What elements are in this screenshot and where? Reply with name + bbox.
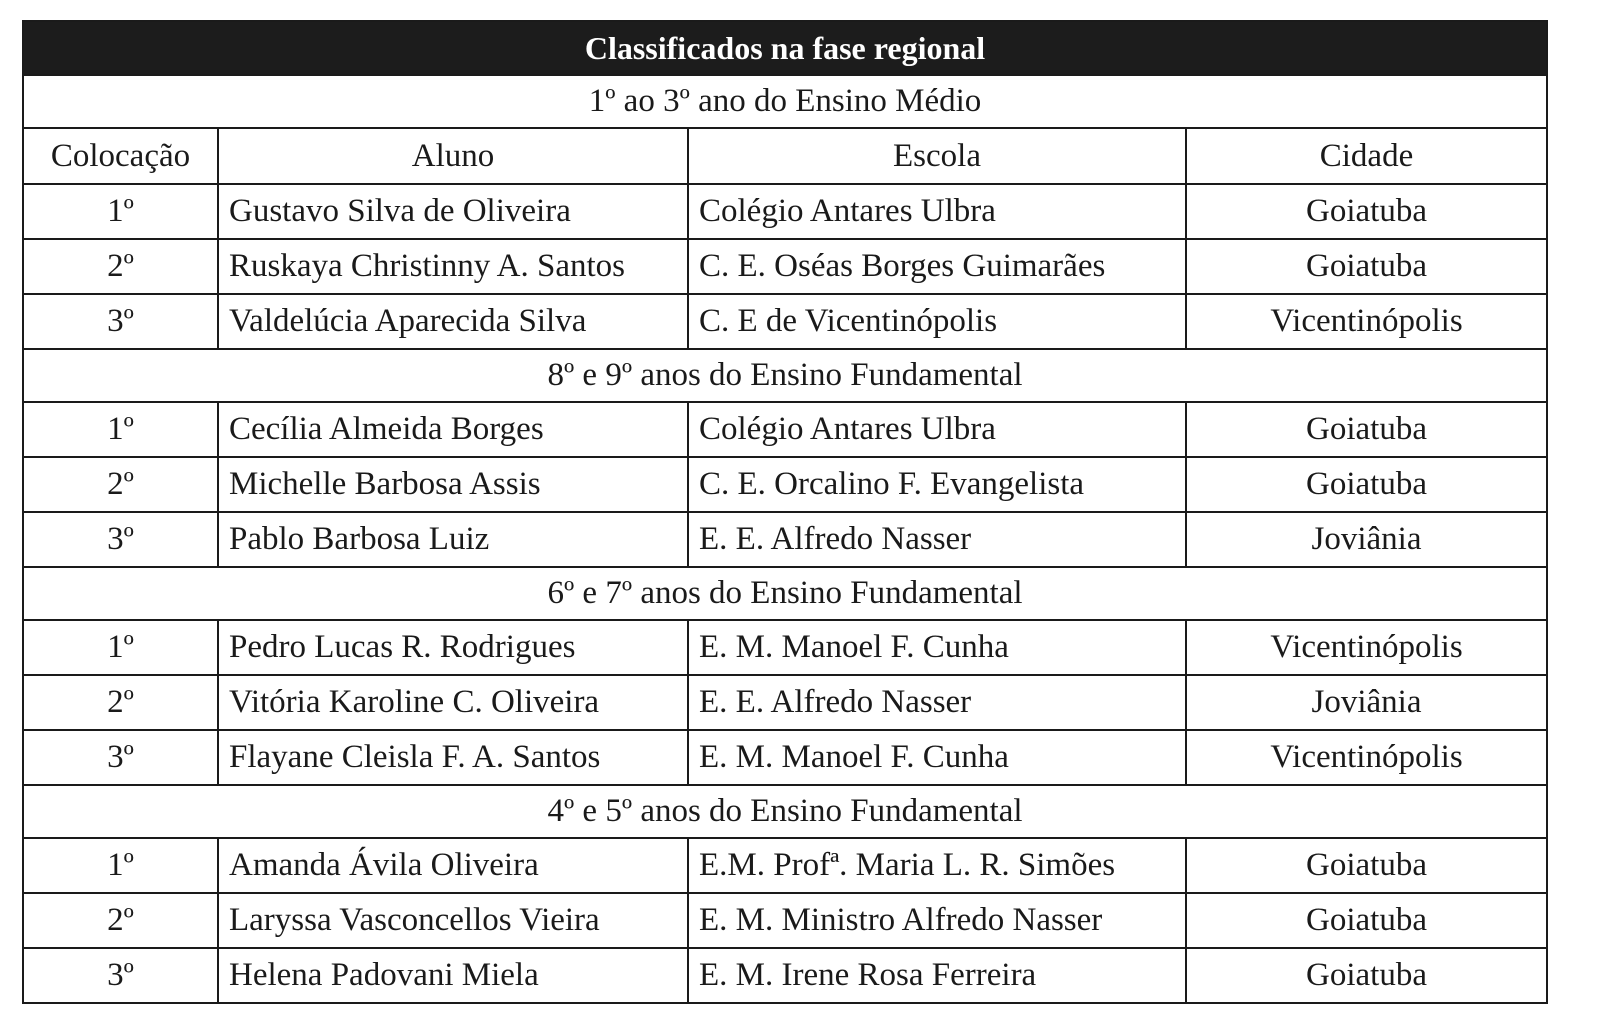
school-cell: E. M. Manoel F. Cunha: [688, 620, 1186, 675]
section-row: [23, 785, 1547, 838]
section-label: 1º ao 3º ano do Ensino Médio: [23, 75, 1547, 128]
column-header-city: Cidade: [1186, 128, 1547, 184]
section-row: [23, 567, 1547, 620]
student-cell: Pedro Lucas R. Rodrigues: [218, 620, 688, 675]
place-cell: 1º: [23, 184, 218, 239]
student-cell: Gustavo Silva de Oliveira: [218, 184, 688, 239]
section-row: [23, 349, 1547, 402]
student-cell: Ruskaya Christinny A. Santos: [218, 239, 688, 294]
results-table: [22, 20, 1548, 1004]
section-label: 6º e 7º anos do Ensino Fundamental: [23, 567, 1547, 620]
student-cell: Michelle Barbosa Assis: [218, 457, 688, 512]
table-row: [23, 893, 1547, 948]
section-label: 8º e 9º anos do Ensino Fundamental: [23, 349, 1547, 402]
school-cell: E. M. Manoel F. Cunha: [688, 730, 1186, 785]
city-cell: Joviânia: [1186, 512, 1547, 567]
city-cell: Vicentinópolis: [1186, 730, 1547, 785]
column-header-row: [23, 128, 1547, 184]
school-cell: E. M. Irene Rosa Ferreira: [688, 948, 1186, 1003]
table-row: [23, 948, 1547, 1003]
table-row: [23, 838, 1547, 893]
school-cell: C. E. Orcalino F. Evangelista: [688, 457, 1186, 512]
student-cell: Amanda Ávila Oliveira: [218, 838, 688, 893]
column-header-place: Colocação: [23, 128, 218, 184]
student-cell: Cecília Almeida Borges: [218, 402, 688, 457]
place-cell: 3º: [23, 294, 218, 349]
place-cell: 2º: [23, 893, 218, 948]
city-cell: Goiatuba: [1186, 893, 1547, 948]
table-row: [23, 402, 1547, 457]
table-row: [23, 457, 1547, 512]
place-cell: 1º: [23, 402, 218, 457]
place-cell: 1º: [23, 838, 218, 893]
table-row: [23, 294, 1547, 349]
student-cell: Laryssa Vasconcellos Vieira: [218, 893, 688, 948]
city-cell: Vicentinópolis: [1186, 294, 1547, 349]
city-cell: Joviânia: [1186, 675, 1547, 730]
section-row: [23, 75, 1547, 128]
school-cell: E. E. Alfredo Nasser: [688, 512, 1186, 567]
table-title: Classificados na fase regional: [23, 21, 1547, 75]
city-cell: Goiatuba: [1186, 239, 1547, 294]
student-cell: Pablo Barbosa Luiz: [218, 512, 688, 567]
student-cell: Helena Padovani Miela: [218, 948, 688, 1003]
place-cell: 2º: [23, 239, 218, 294]
student-cell: Valdelúcia Aparecida Silva: [218, 294, 688, 349]
city-cell: Vicentinópolis: [1186, 620, 1547, 675]
school-cell: C. E de Vicentinópolis: [688, 294, 1186, 349]
city-cell: Goiatuba: [1186, 457, 1547, 512]
place-cell: 3º: [23, 512, 218, 567]
place-cell: 2º: [23, 675, 218, 730]
column-header-school: Escola: [688, 128, 1186, 184]
place-cell: 3º: [23, 948, 218, 1003]
school-cell: Colégio Antares Ulbra: [688, 184, 1186, 239]
table-row: [23, 512, 1547, 567]
school-cell: Colégio Antares Ulbra: [688, 402, 1186, 457]
table-row: [23, 730, 1547, 785]
table-row: [23, 675, 1547, 730]
results-table-body: [23, 21, 1547, 1003]
city-cell: Goiatuba: [1186, 948, 1547, 1003]
table-row: [23, 239, 1547, 294]
school-cell: E.M. Profª. Maria L. R. Simões: [688, 838, 1186, 893]
table-row: [23, 620, 1547, 675]
student-cell: Flayane Cleisla F. A. Santos: [218, 730, 688, 785]
section-label: 4º e 5º anos do Ensino Fundamental: [23, 785, 1547, 838]
place-cell: 1º: [23, 620, 218, 675]
city-cell: Goiatuba: [1186, 184, 1547, 239]
student-cell: Vitória Karoline C. Oliveira: [218, 675, 688, 730]
school-cell: C. E. Oséas Borges Guimarães: [688, 239, 1186, 294]
city-cell: Goiatuba: [1186, 402, 1547, 457]
column-header-student: Aluno: [218, 128, 688, 184]
place-cell: 2º: [23, 457, 218, 512]
place-cell: 3º: [23, 730, 218, 785]
table-row: [23, 184, 1547, 239]
school-cell: E. M. Ministro Alfredo Nasser: [688, 893, 1186, 948]
city-cell: Goiatuba: [1186, 838, 1547, 893]
table-title-row: [23, 21, 1547, 75]
school-cell: E. E. Alfredo Nasser: [688, 675, 1186, 730]
